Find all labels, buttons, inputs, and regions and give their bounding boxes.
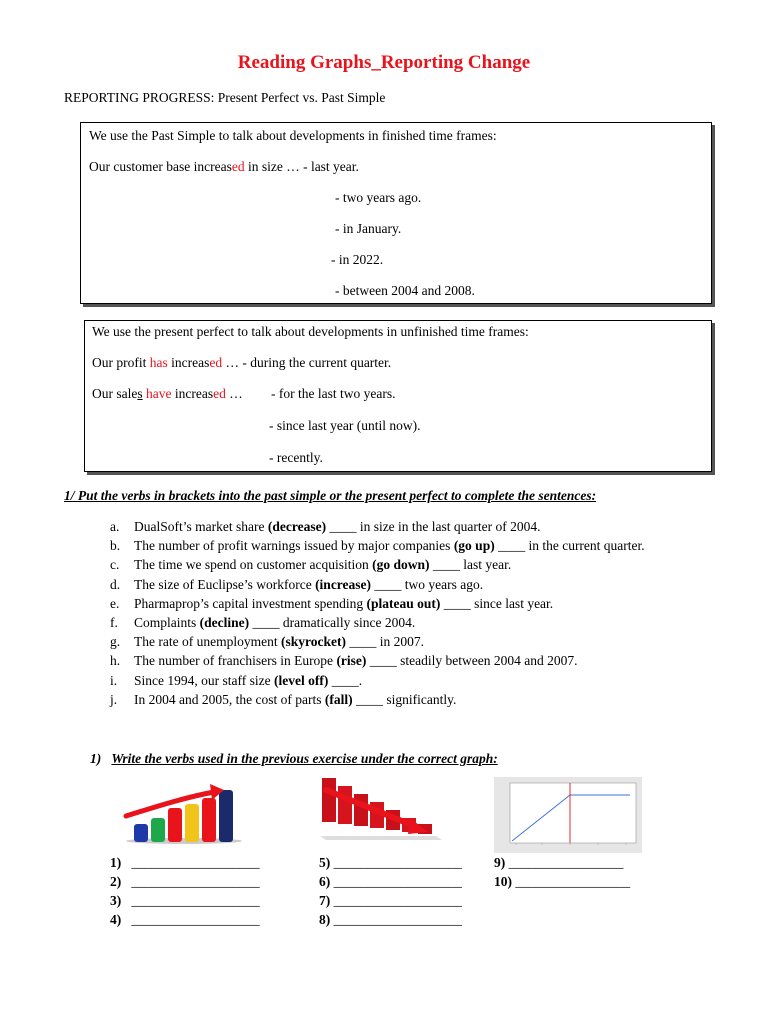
box2-example-1 bbox=[92, 355, 391, 371]
answer-3-number: 3) bbox=[110, 893, 122, 908]
box1-time-1: - two years ago. bbox=[335, 190, 422, 205]
exercise1-item bbox=[110, 671, 710, 690]
box2-ex2-ending: ed bbox=[213, 386, 226, 401]
item-text: In 2004 and 2005, the cost of parts bbox=[134, 691, 325, 707]
item-text: DualSoft’s market share bbox=[134, 519, 268, 534]
answer-7-blank[interactable]: ___________________ bbox=[333, 893, 462, 908]
item-letter: j. bbox=[110, 691, 118, 707]
exercise2-text: Write the verbs used in the previous exercise under the correct graph: bbox=[111, 751, 498, 766]
item-text-after: ____ steadily between 2004 and 2007. bbox=[366, 653, 578, 669]
box2-ex1-a: Our profit bbox=[92, 355, 150, 370]
answer-1-number: 1) bbox=[110, 855, 122, 870]
item-verb: (level off) bbox=[273, 672, 329, 688]
item-letter: e. bbox=[110, 595, 120, 611]
box1-time-2: - in January. bbox=[335, 221, 402, 236]
answer-4-number: 4) bbox=[110, 912, 122, 927]
answer-1[interactable] bbox=[110, 855, 260, 871]
box2-ex2-aux: have bbox=[146, 386, 172, 401]
answer-5-blank[interactable]: ___________________ bbox=[333, 855, 462, 870]
exercise1-item bbox=[110, 651, 710, 670]
item-text: The time we spend on customer acquisition bbox=[134, 557, 373, 573]
answer-4-blank[interactable]: ___________________ bbox=[131, 912, 260, 927]
answer-9-number: 9) bbox=[494, 855, 506, 870]
answer-6-blank[interactable]: ___________________ bbox=[333, 874, 462, 889]
box2-ex2-s: s bbox=[137, 386, 143, 401]
exercise1-item bbox=[110, 632, 710, 651]
item-verb: (go up) bbox=[453, 538, 495, 554]
answer-5-number: 5) bbox=[319, 855, 331, 870]
answer-2-number: 2) bbox=[110, 874, 122, 889]
box2-time-2: - recently. bbox=[269, 450, 323, 465]
item-letter: i. bbox=[110, 672, 118, 688]
exercise1-item bbox=[110, 594, 710, 613]
item-letter: f. bbox=[110, 615, 118, 631]
item-letter: b. bbox=[110, 538, 121, 554]
item-letter: g. bbox=[110, 634, 121, 650]
box2-ex2-e: increas bbox=[171, 386, 214, 401]
box2-ex1-c: increas bbox=[167, 355, 210, 370]
item-text: Since 1994, our staff size bbox=[134, 672, 274, 688]
item-text: The size of Euclipse’s workforce bbox=[134, 576, 316, 592]
exercise2-number: 1) bbox=[90, 751, 102, 766]
item-verb: (increase) bbox=[315, 576, 372, 592]
exercise1-item bbox=[110, 517, 710, 536]
answer-8-number: 8) bbox=[319, 912, 331, 927]
answer-3[interactable] bbox=[110, 893, 260, 909]
box2-intro: We use the present perfect to talk about developments in unfinished time frames: bbox=[92, 324, 529, 339]
item-text: The number of franchisers in Europe bbox=[134, 653, 337, 669]
item-text-after: ____ significantly. bbox=[352, 691, 457, 707]
answer-4[interactable] bbox=[110, 912, 260, 928]
item-verb: (rise) bbox=[336, 653, 367, 669]
item-verb: (fall) bbox=[324, 691, 353, 707]
bar-1 bbox=[134, 824, 148, 842]
answer-10-number: 10) bbox=[494, 874, 512, 889]
item-text-after: ____ since last year. bbox=[440, 595, 554, 611]
answer-8-blank[interactable]: ___________________ bbox=[333, 912, 462, 927]
answer-5[interactable] bbox=[319, 855, 462, 871]
exercise1-item bbox=[110, 613, 710, 632]
answer-1-blank[interactable]: ___________________ bbox=[131, 855, 260, 870]
box2-time-1: - since last year (until now). bbox=[269, 418, 421, 433]
item-letter: c. bbox=[110, 557, 120, 573]
exercise1-item bbox=[110, 575, 710, 594]
bar-2 bbox=[151, 818, 165, 842]
answer-9[interactable] bbox=[494, 855, 623, 871]
floor bbox=[320, 836, 442, 840]
exercise2-heading bbox=[90, 751, 498, 767]
item-verb: (plateau out) bbox=[366, 595, 441, 611]
box2-ex1-aux: has bbox=[149, 355, 168, 370]
fbar-2 bbox=[338, 786, 352, 824]
item-letter: a. bbox=[110, 519, 120, 534]
box2-ex1-e: … - during the current quarter. bbox=[222, 355, 392, 370]
answer-2-blank[interactable]: ___________________ bbox=[131, 874, 260, 889]
box1-time-3: - in 2022. bbox=[331, 252, 384, 267]
plateau-plot-area bbox=[510, 783, 636, 843]
exercise1-item bbox=[110, 690, 710, 709]
item-text: The number of profit warnings issued by major companies bbox=[134, 538, 454, 554]
box2-ex1-ending: ed bbox=[209, 355, 223, 370]
bar-3 bbox=[168, 808, 182, 842]
box1-example-a: Our customer base increas bbox=[89, 159, 232, 174]
plateau-graph-image bbox=[494, 777, 642, 853]
item-text-after: ____ two years ago. bbox=[371, 576, 484, 592]
item-text: Pharmaprop’s capital investment spending bbox=[134, 595, 367, 611]
exercise1-list bbox=[110, 517, 710, 709]
item-text-after: ____. bbox=[328, 672, 363, 688]
item-verb: (decline) bbox=[199, 615, 250, 631]
item-verb: (go down) bbox=[372, 557, 430, 573]
bar-4 bbox=[185, 804, 199, 842]
rising-bars-image bbox=[122, 780, 248, 844]
item-text-after: ____ in size in the last quarter of 2004. bbox=[326, 519, 541, 534]
item-text: The rate of unemployment bbox=[134, 634, 281, 650]
box1-example-ending: ed bbox=[231, 159, 245, 174]
bar-6 bbox=[219, 790, 233, 842]
box1-intro: We use the Past Simple to talk about developments in finished time frames: bbox=[89, 128, 497, 143]
item-text: Complaints bbox=[134, 615, 200, 631]
answer-10-blank[interactable]: _________________ bbox=[515, 874, 631, 889]
answer-6[interactable] bbox=[319, 874, 462, 890]
bar-5 bbox=[202, 798, 216, 842]
item-letter: h. bbox=[110, 653, 121, 669]
box2-example-2 bbox=[92, 386, 243, 402]
item-text-after: ____ in the current quarter. bbox=[494, 538, 645, 554]
item-text-after: ____ last year. bbox=[429, 557, 512, 573]
answer-8[interactable] bbox=[319, 912, 462, 928]
exercise1-item bbox=[110, 555, 710, 574]
past-simple-box bbox=[80, 122, 712, 304]
box1-example bbox=[89, 159, 359, 175]
exercise1-heading: 1/ Put the verbs in brackets into the past simple or the present perfect to complete the sentences: bbox=[64, 488, 597, 503]
page-title: Reading Graphs_Reporting Change bbox=[237, 52, 531, 73]
box2-time-0: - for the last two years. bbox=[271, 386, 396, 401]
answer-6-number: 6) bbox=[319, 874, 331, 889]
answer-3-blank[interactable]: ___________________ bbox=[131, 893, 260, 908]
answer-10[interactable] bbox=[494, 874, 630, 890]
item-letter: d. bbox=[110, 576, 121, 592]
item-text-after: ____ dramatically since 2004. bbox=[249, 615, 416, 631]
answer-2[interactable] bbox=[110, 874, 260, 890]
box1-example-c: in size … - last year. bbox=[244, 159, 359, 174]
answer-9-blank[interactable]: _________________ bbox=[508, 855, 624, 870]
item-text-after: ____ in 2007. bbox=[345, 634, 424, 650]
fbar-1 bbox=[322, 778, 336, 822]
exercise1-item bbox=[110, 536, 710, 555]
box1-time-4: - between 2004 and 2008. bbox=[335, 283, 475, 298]
box2-ex2-a: Our sale bbox=[92, 386, 138, 401]
answer-7-number: 7) bbox=[319, 893, 331, 908]
answer-7[interactable] bbox=[319, 893, 462, 909]
page-subtitle: REPORTING PROGRESS: Present Perfect vs. Past Simple bbox=[64, 90, 386, 105]
falling-bars-image bbox=[318, 776, 442, 842]
box2-ex2-g: … bbox=[225, 386, 243, 401]
present-perfect-box bbox=[84, 320, 712, 472]
fbar-3 bbox=[354, 794, 368, 826]
item-verb: (skyrocket) bbox=[280, 634, 346, 650]
item-verb: (decrease) bbox=[267, 519, 327, 534]
